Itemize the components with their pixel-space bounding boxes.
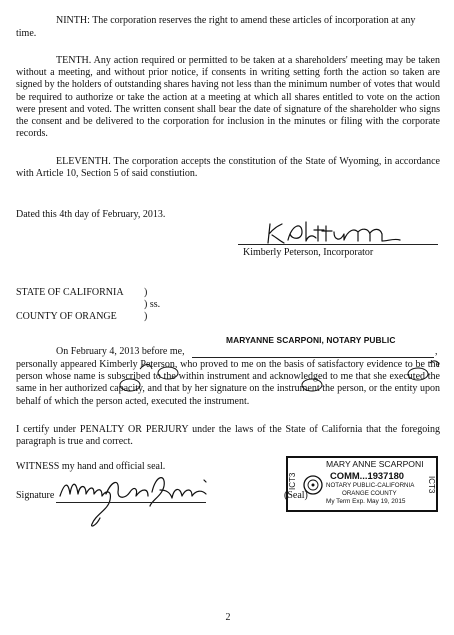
certify-paragraph: I certify under PENALTY OR PERJURY under the laws of the State of California that the foregoing paragraph is true and correct.: [16, 424, 440, 448]
seal-side-right: ICT3: [427, 476, 436, 494]
witness-line: WITNESS my hand and official seal.: [16, 461, 166, 472]
notary-seal-stamp: [286, 456, 438, 512]
incorporator-signature-line: [238, 244, 438, 245]
dated-line: Dated this 4th day of February, 2013.: [16, 209, 166, 220]
acknowledgment-opening: On February 4, 2013 before me,: [56, 346, 185, 357]
notary-name-stamp: MARYANNE SCARPONI, NOTARY PUBLIC: [226, 335, 396, 345]
ninth-paragraph-continuation: time.: [16, 28, 37, 39]
seal-title: NOTARY PUBLIC-CALIFORNIA: [326, 482, 415, 489]
seal-notary-name: MARY ANNE SCARPONI: [326, 459, 424, 469]
seal-commission: COMM...1937180: [330, 470, 404, 481]
seal-emblem-icon: [302, 468, 324, 502]
venue-state: STATE OF CALIFORNIA: [16, 287, 124, 298]
signature-label: Signature: [16, 490, 55, 501]
venue-brace-top: ): [144, 287, 148, 298]
ninth-paragraph: NINTH: The corporation reserves the right to amend these articles of incorporation at any: [56, 15, 416, 26]
page-number: 2: [225, 612, 231, 623]
incorporator-name: Kimberly Peterson, Incorporator: [243, 247, 374, 258]
notary-signature-line: [56, 502, 206, 503]
venue-brace-bottom: ): [144, 311, 148, 322]
acknowledgment-comma: ,: [435, 346, 438, 357]
seal-side-left: ICT3: [288, 472, 297, 490]
eleventh-paragraph: ELEVENTH. The corporation accepts the constitution of the State of Wyoming, in accordance with Article 10, Section 5 of said constiution.: [16, 156, 440, 180]
venue-ss: ) ss.: [144, 299, 161, 310]
seal-county: ORANGE COUNTY: [342, 490, 397, 497]
seal-label: (Seal): [284, 490, 308, 501]
acknowledgment-body: personally appeared Kimberly Peterson, who proved to me on the basis of satisfactory evidence to be the person whose name is subscribed to the within instrument and acknowledged to me that she executed the same in her authorized capacity, and that by her signature on the instrument the person, or the entity upon behalf of which the person acted, executed the instrument.: [16, 359, 440, 407]
handwritten-circle-marks: [0, 355, 454, 410]
incorporator-signature: [262, 218, 412, 246]
notary-signature: [56, 470, 221, 530]
venue-county: COUNTY OF ORANGE: [16, 311, 117, 322]
seal-expiry: My Term Exp. May 19, 2015: [326, 498, 406, 505]
tenth-paragraph: TENTH. Any action required or permitted to be taken at a shareholders' meeting may be taken without a meeting, and without prior notice, if consents in writing setting forth the action so taken are signed by the holders of outstanding shares having not less than the minimum number of votes that would be required to authorize or take the action at a meeting at which all shares entitled to vote on the action were present and voted. The written consent shall bear the date of signature of the shareholder who signs the consent and be delivered to the corporation for inclusion in the minutes or filing with the corporate records.: [16, 55, 440, 140]
